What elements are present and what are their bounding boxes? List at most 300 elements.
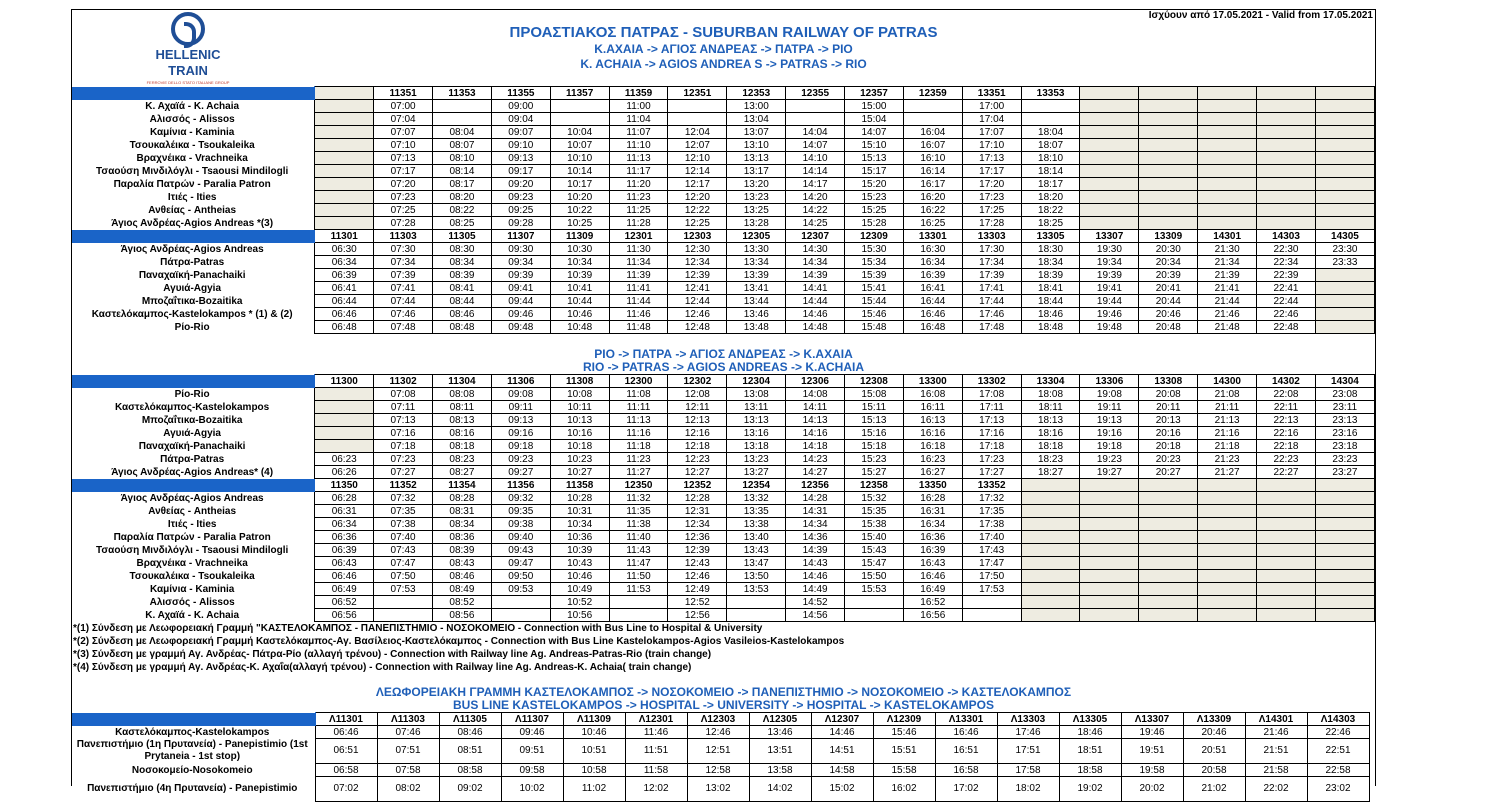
time-cell: 20:46 bbox=[1139, 308, 1198, 321]
bus-time-cell: 19:51 bbox=[1121, 739, 1183, 764]
bus-time-cell: 22:46 bbox=[1307, 726, 1369, 739]
time-cell bbox=[1257, 505, 1316, 518]
station-name: Τσουκαλέικα - Tsoukaleika bbox=[72, 570, 315, 583]
time-cell: 18:07 bbox=[1021, 139, 1080, 152]
train-number: 13309 bbox=[1139, 230, 1198, 243]
time-cell: 13:27 bbox=[727, 466, 786, 479]
time-cell bbox=[1198, 139, 1257, 152]
time-cell: 08:17 bbox=[433, 178, 492, 191]
station-name: Αγυιά-Agyia bbox=[72, 282, 315, 295]
time-cell: 09:48 bbox=[491, 321, 550, 334]
time-cell: 16:10 bbox=[903, 152, 962, 165]
time-cell: 13:23 bbox=[727, 191, 786, 204]
time-cell: 11:04 bbox=[609, 113, 668, 126]
time-cell: 21:44 bbox=[1198, 295, 1257, 308]
time-cell: 13:23 bbox=[727, 453, 786, 466]
time-cell bbox=[1198, 518, 1257, 531]
train-number: 14300 bbox=[1198, 375, 1257, 388]
bus-time-cell: 12:46 bbox=[687, 726, 749, 739]
time-cell: 19:13 bbox=[1080, 414, 1139, 427]
timetable-row bbox=[72, 126, 1375, 139]
time-cell: 19:27 bbox=[1080, 466, 1139, 479]
time-cell: 13:40 bbox=[727, 531, 786, 544]
time-cell: 15:25 bbox=[845, 204, 904, 217]
station-name: Τσουκαλέικα - Tsoukaleika bbox=[72, 139, 315, 152]
time-cell: 15:11 bbox=[845, 401, 904, 414]
bus-time-cell: 11:46 bbox=[625, 726, 687, 739]
time-cell: 12:11 bbox=[668, 401, 727, 414]
train-number: 14301 bbox=[1198, 230, 1257, 243]
page-title: ΠΡΟΑΣΤΙΑΚΟΣ ΠΑΤΡΑΣ - SUBURBAN RAILWAY OF PATRAS bbox=[509, 24, 938, 41]
bus-row bbox=[72, 777, 1369, 802]
footnote-3: *(3) Σύνδεση με γραμμή Αγ. Ανδρέας- Πάτρα-Ρίο (αλλαγή τρένου) - Connection with Railway line Ag. Andreas-Patras-Rio (train change) bbox=[73, 649, 712, 660]
time-cell: 19:34 bbox=[1080, 256, 1139, 269]
time-cell bbox=[1315, 269, 1374, 282]
time-cell bbox=[1080, 152, 1139, 165]
train-number: 11308 bbox=[550, 375, 609, 388]
time-cell bbox=[1315, 531, 1374, 544]
time-cell: 16:34 bbox=[903, 518, 962, 531]
time-cell: 08:39 bbox=[433, 269, 492, 282]
time-cell: 11:34 bbox=[609, 256, 668, 269]
time-cell: 12:49 bbox=[668, 583, 727, 596]
time-cell: 07:32 bbox=[374, 492, 433, 505]
timetable-row bbox=[72, 282, 1375, 295]
time-cell bbox=[1139, 191, 1198, 204]
header-band bbox=[72, 230, 315, 243]
time-cell: 09:10 bbox=[491, 139, 550, 152]
time-cell bbox=[1021, 100, 1080, 113]
bus-time-cell: 07:02 bbox=[315, 777, 377, 802]
time-cell: 09:23 bbox=[491, 191, 550, 204]
time-cell: 14:39 bbox=[786, 269, 845, 282]
time-cell: 12:20 bbox=[668, 191, 727, 204]
time-cell: 18:39 bbox=[1021, 269, 1080, 282]
bus-time-cell: 16:46 bbox=[935, 726, 997, 739]
train-number: 11306 bbox=[491, 375, 550, 388]
time-cell: 17:25 bbox=[962, 204, 1021, 217]
station-name: Παναχαϊκή-Panachaiki bbox=[72, 440, 315, 453]
time-cell: 15:23 bbox=[845, 191, 904, 204]
timetable-row bbox=[72, 544, 1375, 557]
train-number-row bbox=[72, 375, 1375, 388]
footnote-1: *(1) Σύνδεση με Λεωφορειακή Γραμμή "ΚΑΣΤΕΛΟΚΑΜΠΟΣ - ΠΑΝΕΠΙΣΤΗΜΙΟ - ΝΟΣΟΚΟΜΕΙΟ - Connection with Bus Line to Hospital & University bbox=[73, 623, 763, 634]
time-cell: 15:16 bbox=[845, 427, 904, 440]
train-number: 11301 bbox=[315, 230, 374, 243]
time-cell: 15:18 bbox=[845, 440, 904, 453]
header-band bbox=[72, 87, 315, 100]
time-cell bbox=[315, 165, 374, 178]
train-number bbox=[1080, 87, 1139, 100]
time-cell: 09:27 bbox=[491, 466, 550, 479]
time-cell: 20:11 bbox=[1139, 401, 1198, 414]
station-name: Βραχνέικα - Vrachneika bbox=[72, 152, 315, 165]
time-cell: 14:07 bbox=[845, 126, 904, 139]
time-cell: 07:18 bbox=[374, 440, 433, 453]
time-cell: 20:34 bbox=[1139, 256, 1198, 269]
time-cell: 13:16 bbox=[727, 427, 786, 440]
time-cell: 14:04 bbox=[786, 126, 845, 139]
time-cell: 14:44 bbox=[786, 295, 845, 308]
bus-stop-name: Νοσοκομείο-Nosokomeio bbox=[72, 764, 315, 777]
timetable-row bbox=[72, 308, 1375, 321]
train-number: 11356 bbox=[491, 479, 550, 492]
time-cell bbox=[1021, 596, 1080, 609]
train-number: 11351 bbox=[374, 87, 433, 100]
time-cell: 15:39 bbox=[845, 269, 904, 282]
time-cell: 07:00 bbox=[374, 100, 433, 113]
bus-time-cell: 17:51 bbox=[997, 739, 1059, 764]
time-cell: 17:23 bbox=[962, 191, 1021, 204]
time-cell: 11:16 bbox=[609, 427, 668, 440]
timetable-row bbox=[72, 165, 1375, 178]
train-number: 12308 bbox=[845, 375, 904, 388]
time-cell: 09:04 bbox=[491, 113, 550, 126]
time-cell: 07:10 bbox=[374, 139, 433, 152]
time-cell: 18:08 bbox=[1021, 388, 1080, 401]
bus-number: Λ11307 bbox=[501, 713, 563, 726]
bus-time-cell: 11:02 bbox=[563, 777, 625, 802]
time-cell: 09:11 bbox=[491, 401, 550, 414]
bus-time-cell: 11:58 bbox=[625, 764, 687, 777]
bus-number: Λ13307 bbox=[1121, 713, 1183, 726]
bus-time-cell: 10:46 bbox=[563, 726, 625, 739]
time-cell: 07:25 bbox=[374, 204, 433, 217]
time-cell: 22:16 bbox=[1257, 427, 1316, 440]
time-cell: 23:08 bbox=[1315, 388, 1374, 401]
time-cell: 17:23 bbox=[962, 453, 1021, 466]
time-cell: 07:40 bbox=[374, 531, 433, 544]
timetable-row bbox=[72, 492, 1375, 505]
time-cell: 10:48 bbox=[550, 321, 609, 334]
time-cell: 17:46 bbox=[962, 308, 1021, 321]
time-cell bbox=[786, 113, 845, 126]
time-cell: 17:27 bbox=[962, 466, 1021, 479]
time-cell: 11:13 bbox=[609, 414, 668, 427]
train-number: 12301 bbox=[609, 230, 668, 243]
train-number: 12357 bbox=[845, 87, 904, 100]
time-cell: 14:10 bbox=[786, 152, 845, 165]
train-number: 13350 bbox=[903, 479, 962, 492]
time-cell: 17:16 bbox=[962, 427, 1021, 440]
time-cell: 11:18 bbox=[609, 440, 668, 453]
timetable-row bbox=[72, 414, 1375, 427]
time-cell: 11:48 bbox=[609, 321, 668, 334]
time-cell: 22:23 bbox=[1257, 453, 1316, 466]
train-number: 12307 bbox=[786, 230, 845, 243]
time-cell bbox=[1021, 518, 1080, 531]
time-cell: 15:44 bbox=[845, 295, 904, 308]
time-cell: 18:46 bbox=[1021, 308, 1080, 321]
time-cell: 07:28 bbox=[374, 217, 433, 230]
time-cell: 09:17 bbox=[491, 165, 550, 178]
time-cell: 16:08 bbox=[903, 388, 962, 401]
time-cell: 15:27 bbox=[845, 466, 904, 479]
timetable-row bbox=[72, 321, 1375, 334]
time-cell: 07:13 bbox=[374, 152, 433, 165]
time-cell: 12:41 bbox=[668, 282, 727, 295]
time-cell bbox=[1080, 492, 1139, 505]
station-name: Άγιος Ανδρέας-Agios Andreas* (4) bbox=[72, 466, 315, 479]
time-cell bbox=[1315, 321, 1374, 334]
time-cell: 17:34 bbox=[962, 256, 1021, 269]
time-cell bbox=[903, 100, 962, 113]
time-cell: 22:18 bbox=[1257, 440, 1316, 453]
time-cell: 15:13 bbox=[845, 152, 904, 165]
bus-number: Λ11305 bbox=[439, 713, 501, 726]
time-cell: 09:47 bbox=[491, 557, 550, 570]
time-cell bbox=[315, 217, 374, 230]
time-cell bbox=[1080, 557, 1139, 570]
timetable-row bbox=[72, 191, 1375, 204]
timetable-sheet bbox=[71, 9, 1376, 794]
train-number: 12305 bbox=[727, 230, 786, 243]
time-cell bbox=[1021, 531, 1080, 544]
bus-time-cell: 22:51 bbox=[1307, 739, 1369, 764]
train-number: 12303 bbox=[668, 230, 727, 243]
time-cell: 12:34 bbox=[668, 256, 727, 269]
bus-title-greek: ΛΕΩΦΟΡΕΙΑΚΗ ΓΡΑΜΜΗ ΚΑΣΤΕΛΟΚΑΜΠΟΣ -> ΝΟΣΟΚΟΜΕΙΟ -> ΠΑΝΕΠΙΣΤΗΜΙΟ -> ΝΟΣΟΚΟΜΕΙΟ -> ΚΑΣΤΕΛΟΚΑΜΠΟΣ bbox=[375, 685, 1072, 699]
time-cell: 06:56 bbox=[315, 609, 374, 622]
time-cell: 20:39 bbox=[1139, 269, 1198, 282]
time-cell bbox=[1257, 217, 1316, 230]
train-number: 13302 bbox=[962, 375, 1021, 388]
time-cell: 14:34 bbox=[786, 256, 845, 269]
timetable-row bbox=[72, 388, 1375, 401]
bus-time-cell: 19:46 bbox=[1121, 726, 1183, 739]
time-cell: 09:44 bbox=[491, 295, 550, 308]
time-cell: 12:23 bbox=[668, 453, 727, 466]
time-cell: 16:39 bbox=[903, 269, 962, 282]
bus-time-cell: 07:46 bbox=[377, 726, 439, 739]
train-number-row bbox=[72, 87, 1375, 100]
bus-time-cell: 17:46 bbox=[997, 726, 1059, 739]
time-cell: 06:48 bbox=[315, 321, 374, 334]
time-cell: 14:49 bbox=[786, 583, 845, 596]
inbound-timetable bbox=[72, 374, 1375, 622]
bus-time-cell: 16:02 bbox=[873, 777, 935, 802]
time-cell: 14:28 bbox=[786, 492, 845, 505]
time-cell: 14:36 bbox=[786, 531, 845, 544]
time-cell: 08:56 bbox=[433, 609, 492, 622]
station-name: Παραλία Πατρών - Paralia Patron bbox=[72, 178, 315, 191]
time-cell bbox=[550, 113, 609, 126]
bus-number: Λ12301 bbox=[625, 713, 687, 726]
train-number: 12354 bbox=[727, 479, 786, 492]
time-cell: 09:53 bbox=[491, 583, 550, 596]
train-number: 12351 bbox=[668, 87, 727, 100]
bus-time-cell: 18:46 bbox=[1059, 726, 1121, 739]
time-cell: 16:17 bbox=[903, 178, 962, 191]
time-cell bbox=[315, 139, 374, 152]
timetable-row bbox=[72, 295, 1375, 308]
time-cell bbox=[1139, 217, 1198, 230]
bus-number: Λ11303 bbox=[377, 713, 439, 726]
time-cell bbox=[1198, 492, 1257, 505]
time-cell: 10:39 bbox=[550, 544, 609, 557]
time-cell bbox=[315, 178, 374, 191]
time-cell: 07:53 bbox=[374, 583, 433, 596]
time-cell: 16:49 bbox=[903, 583, 962, 596]
train-number: 11359 bbox=[609, 87, 668, 100]
time-cell: 15:32 bbox=[845, 492, 904, 505]
time-cell: 12:31 bbox=[668, 505, 727, 518]
time-cell: 12:13 bbox=[668, 414, 727, 427]
time-cell: 19:11 bbox=[1080, 401, 1139, 414]
train-number: 12356 bbox=[786, 479, 845, 492]
time-cell: 10:13 bbox=[550, 414, 609, 427]
timetable-row bbox=[72, 557, 1375, 570]
time-cell: 12:46 bbox=[668, 308, 727, 321]
time-cell: 08:16 bbox=[433, 427, 492, 440]
time-cell: 12:46 bbox=[668, 570, 727, 583]
time-cell: 11:47 bbox=[609, 557, 668, 570]
time-cell bbox=[315, 100, 374, 113]
time-cell bbox=[962, 596, 1021, 609]
time-cell: 09:16 bbox=[491, 427, 550, 440]
time-cell bbox=[1315, 596, 1374, 609]
time-cell bbox=[609, 596, 668, 609]
time-cell: 10:52 bbox=[550, 596, 609, 609]
time-cell: 15:10 bbox=[845, 139, 904, 152]
train-number: 13303 bbox=[962, 230, 1021, 243]
time-cell bbox=[1257, 204, 1316, 217]
time-cell: 19:46 bbox=[1080, 308, 1139, 321]
time-cell: 15:23 bbox=[845, 453, 904, 466]
train-number bbox=[1198, 87, 1257, 100]
bus-time-cell: 16:58 bbox=[935, 764, 997, 777]
time-cell bbox=[315, 113, 374, 126]
time-cell bbox=[1257, 557, 1316, 570]
time-cell bbox=[1315, 126, 1374, 139]
time-cell bbox=[1139, 113, 1198, 126]
train-number: 11307 bbox=[491, 230, 550, 243]
timetable-row bbox=[72, 204, 1375, 217]
time-cell bbox=[1315, 204, 1374, 217]
time-cell: 12:04 bbox=[668, 126, 727, 139]
time-cell: 15:35 bbox=[845, 505, 904, 518]
time-cell: 06:28 bbox=[315, 492, 374, 505]
bus-number: Λ12303 bbox=[687, 713, 749, 726]
timetable-row bbox=[72, 269, 1375, 282]
bus-time-cell: 11:51 bbox=[625, 739, 687, 764]
train-number: 13352 bbox=[962, 479, 1021, 492]
time-cell bbox=[315, 152, 374, 165]
time-cell: 06:26 bbox=[315, 466, 374, 479]
time-cell: 07:34 bbox=[374, 256, 433, 269]
time-cell: 09:43 bbox=[491, 544, 550, 557]
train-number: 11353 bbox=[433, 87, 492, 100]
time-cell: 07:48 bbox=[374, 321, 433, 334]
time-cell: 13:07 bbox=[727, 126, 786, 139]
time-cell: 13:39 bbox=[727, 269, 786, 282]
time-cell: 14:34 bbox=[786, 518, 845, 531]
time-cell: 14:07 bbox=[786, 139, 845, 152]
time-cell: 20:48 bbox=[1139, 321, 1198, 334]
time-cell: 13:13 bbox=[727, 414, 786, 427]
timetable-row bbox=[72, 596, 1375, 609]
time-cell: 18:04 bbox=[1021, 126, 1080, 139]
time-cell: 11:32 bbox=[609, 492, 668, 505]
time-cell: 15:30 bbox=[845, 243, 904, 256]
time-cell bbox=[1315, 152, 1374, 165]
time-cell: 17:04 bbox=[962, 113, 1021, 126]
time-cell: 10:41 bbox=[550, 282, 609, 295]
bus-time-cell: 13:51 bbox=[749, 739, 811, 764]
station-name: Ανθείας - Antheias bbox=[72, 505, 315, 518]
time-cell: 22:48 bbox=[1257, 321, 1316, 334]
time-cell: 14:17 bbox=[786, 178, 845, 191]
time-cell: 16:07 bbox=[903, 139, 962, 152]
timetable-row bbox=[72, 453, 1375, 466]
time-cell bbox=[1198, 100, 1257, 113]
time-cell bbox=[1080, 204, 1139, 217]
time-cell: 18:18 bbox=[1021, 440, 1080, 453]
time-cell: 07:39 bbox=[374, 269, 433, 282]
bus-time-cell: 21:51 bbox=[1245, 739, 1307, 764]
time-cell: 11:53 bbox=[609, 583, 668, 596]
time-cell bbox=[1139, 570, 1198, 583]
train-number: 12309 bbox=[845, 230, 904, 243]
time-cell: 09:35 bbox=[491, 505, 550, 518]
time-cell: 10:28 bbox=[550, 492, 609, 505]
time-cell bbox=[1021, 492, 1080, 505]
station-name: Αγυιά-Agyia bbox=[72, 427, 315, 440]
bus-time-cell: 14:46 bbox=[811, 726, 873, 739]
time-cell: 08:13 bbox=[433, 414, 492, 427]
time-cell: 14:18 bbox=[786, 440, 845, 453]
timetable-row bbox=[72, 570, 1375, 583]
logo-name-line2: TRAIN bbox=[168, 63, 208, 78]
time-cell: 12:39 bbox=[668, 544, 727, 557]
time-cell: 10:44 bbox=[550, 295, 609, 308]
time-cell bbox=[1315, 165, 1374, 178]
bus-time-cell: 20:51 bbox=[1183, 739, 1245, 764]
time-cell: 06:39 bbox=[315, 269, 374, 282]
time-cell: 13:20 bbox=[727, 178, 786, 191]
train-number: 13306 bbox=[1080, 375, 1139, 388]
time-cell: 17:43 bbox=[962, 544, 1021, 557]
bus-time-cell: 18:51 bbox=[1059, 739, 1121, 764]
time-cell: 10:46 bbox=[550, 570, 609, 583]
time-cell bbox=[1198, 505, 1257, 518]
time-cell: 08:48 bbox=[433, 321, 492, 334]
station-name: Ρίο-Rio bbox=[72, 388, 315, 401]
time-cell: 14:41 bbox=[786, 282, 845, 295]
time-cell bbox=[1257, 518, 1316, 531]
time-cell bbox=[1139, 152, 1198, 165]
time-cell bbox=[845, 609, 904, 622]
time-cell: 13:47 bbox=[727, 557, 786, 570]
time-cell bbox=[1198, 531, 1257, 544]
time-cell: 15:08 bbox=[845, 388, 904, 401]
time-cell: 08:22 bbox=[433, 204, 492, 217]
time-cell bbox=[1021, 557, 1080, 570]
time-cell bbox=[845, 596, 904, 609]
time-cell: 15:28 bbox=[845, 217, 904, 230]
time-cell: 17:07 bbox=[962, 126, 1021, 139]
train-number: 11352 bbox=[374, 479, 433, 492]
timetable-row bbox=[72, 100, 1375, 113]
bus-time-cell: 14:51 bbox=[811, 739, 873, 764]
train-number: 11357 bbox=[550, 87, 609, 100]
time-cell: 17:13 bbox=[962, 414, 1021, 427]
train-number: 14305 bbox=[1315, 230, 1374, 243]
time-cell: 13:41 bbox=[727, 282, 786, 295]
header-band bbox=[72, 375, 315, 388]
time-cell: 17:20 bbox=[962, 178, 1021, 191]
time-cell: 18:22 bbox=[1021, 204, 1080, 217]
